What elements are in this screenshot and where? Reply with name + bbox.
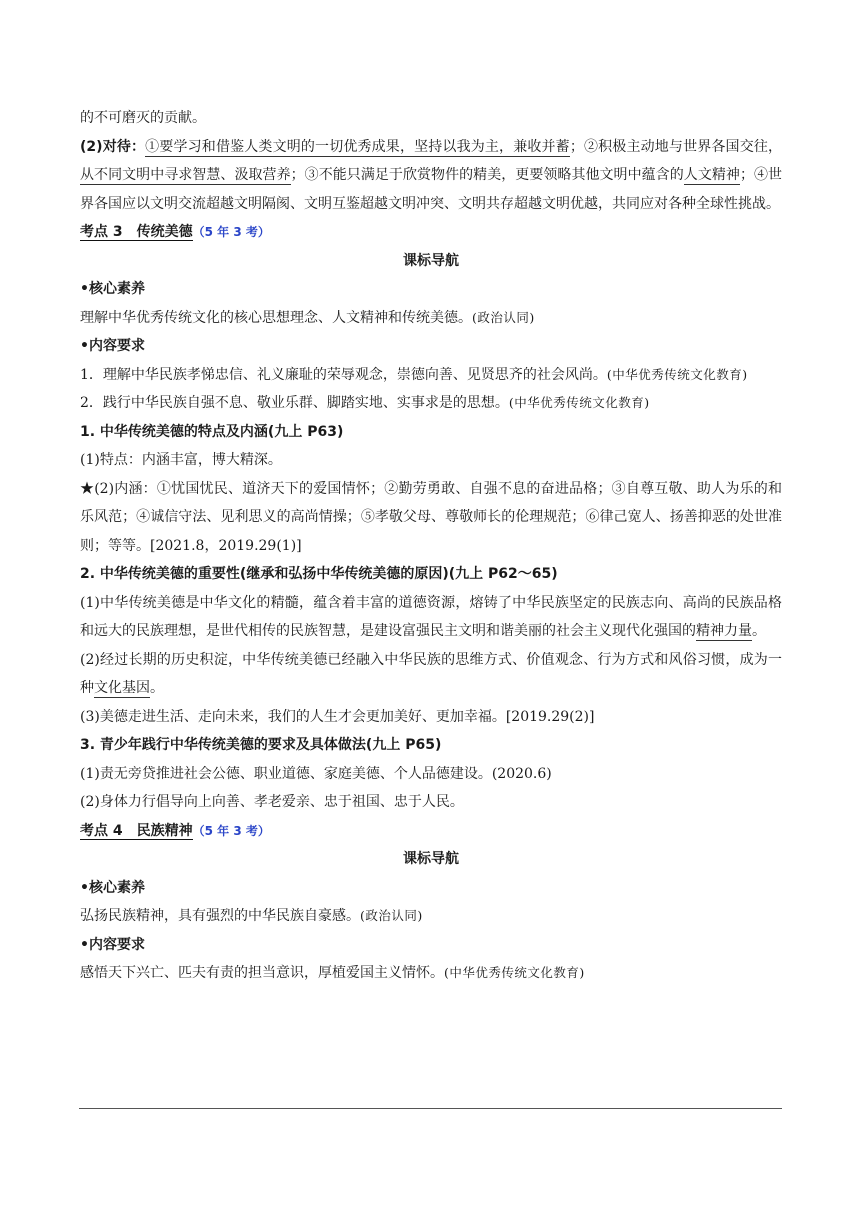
requirement-2 [80,389,782,418]
core-literacy-text [80,902,782,931]
point-text: 。 [150,680,164,696]
requirement-text: 感悟天下兴亡、匹夫有责的担当意识，厚植爱国主义情怀。 [80,965,444,981]
knowledge-1-point-1: (1)特点：内涵丰富，博大精深。 [80,452,282,468]
exam-count: （5 年 3 考） [192,823,270,838]
core-literacy-heading: •核心素养 [80,879,145,896]
knowledge-heading-1: 1. 中华传统美德的特点及内涵(九上 P63) [80,423,344,440]
section-label: 考点 3 传统美德 [80,224,193,240]
requirement-tag: (中华优秀传统文化教育) [606,366,748,382]
point-text: (2)经过长期的历史积淀，中华传统美德已经融入中华民族的思维方式、价值观念、行为方式和风俗习惯，成为一种 [80,651,782,696]
core-literacy-heading: •核心素养 [80,281,145,297]
paragraph-continuation: 的不可磨灭的贡献。 [80,110,206,126]
core-text: 理解中华优秀传统文化的核心思想理念、人文精神和传统美德。 [80,309,472,326]
content-requirements-heading: •内容要求 [80,338,145,354]
paragraph-text: ；②积极主动地与世界各国交往， [569,138,783,155]
knowledge-heading-3: 3. 青少年践行中华传统美德的要求及具体做法(九上 P65) [80,737,442,753]
core-text: 弘扬民族精神，具有强烈的中华民族自豪感。 [80,908,360,924]
paragraph-text: ；③不能只满足于欣赏物件的精美，更要领略其他文明中蕴含的 [290,167,684,183]
knowledge-2-point-1 [80,589,782,646]
knowledge-1-point-2 [80,475,782,561]
literacy-tag: (政治认同) [360,908,423,923]
section-heading-4 [80,817,782,846]
section-label: 考点 4 民族精神 [80,822,193,839]
underlined-text: 人文精神 [683,167,740,183]
literacy-tag: (政治认同) [472,309,535,325]
treatment-label: (2)对待： [80,138,146,155]
requirement-tag: (中华优秀传统文化教育) [444,965,585,980]
point-text: 。 [752,623,766,639]
knowledge-3-point-1: (1)责无旁贷推进社会公德、职业道德、家庭美德、个人品德建设。(2020.6) [80,765,552,782]
requirement-text-4 [80,959,782,988]
underlined-text: ①要学习和借鉴人类文明的一切优秀成果，坚持以我为主，兼收并蓄 [145,138,570,155]
requirement-text: 1．理解中华民族孝悌忠信、礼义廉耻的荣辱观念，崇德向善、见贤思齐的社会风尚。 [80,366,607,383]
nav-title: 课标导航 [403,851,459,867]
knowledge-heading-2: 2. 中华传统美德的重要性(继承和弘扬中华传统美德的原因)(九上 P62～65) [80,566,558,582]
footer-divider [79,1108,782,1109]
paragraph-text: ；④世界各国应以文明交流超越文明隔阂、文明互鉴超越文明冲突、文明共存超越文明优越，共同应对各种全球性挑战。 [80,167,783,212]
underlined-text: 文化基因 [94,680,150,696]
knowledge-2-point-2 [80,646,782,703]
requirement-1 [80,361,782,390]
point-text: (1)中华传统美德是中华文化的精髓，蕴含着丰富的道德资源，熔铸了中华民族坚定的民族志向、高尚的民族品格和远大的民族理想，是世代相传的民族智慧，是建设富强民主文明和谐美丽的社会主义现代化强国的 [80,594,782,639]
requirement-text: 2．践行中华民族自强不息、敬业乐群、脚踏实地、实事求是的思想。 [80,395,509,411]
point-text: (2)内涵：①忧国忧民、道济天下的爱国情怀；②勤劳勇敢、自强不息的奋进品格；③自尊互敬、助人为乐的和乐风范；④诚信守法、见利思义的高尚情操；⑤孝敬父母、尊敬师长的伦理规范；⑥律己宽人、扬善抑恶的处世准则；等等。[2021.8，2019.29(1)] [80,480,782,554]
content-requirements-heading: •内容要求 [80,936,145,953]
underlined-text: 精神力量 [696,623,752,639]
exam-count: （5 年 3 考） [192,225,270,239]
document-body [80,104,782,988]
section-heading-3 [80,218,782,247]
star-icon: ★ [80,480,95,497]
underlined-text: 从不同文明中寻求智慧、汲取营养 [80,167,291,183]
core-literacy-text [80,304,782,333]
knowledge-3-point-2: (2)身体力行倡导向上向善、孝老爱亲、忠于祖国、忠于人民。 [80,794,464,810]
knowledge-2-point-3: (3)美德走进生活、走向未来，我们的人生才会更加美好、更加幸福。[2019.29(2)] [80,708,595,725]
nav-title: 课标导航 [403,252,459,269]
paragraph-treatment [80,133,782,219]
requirement-tag: (中华优秀传统文化教育) [508,395,650,410]
